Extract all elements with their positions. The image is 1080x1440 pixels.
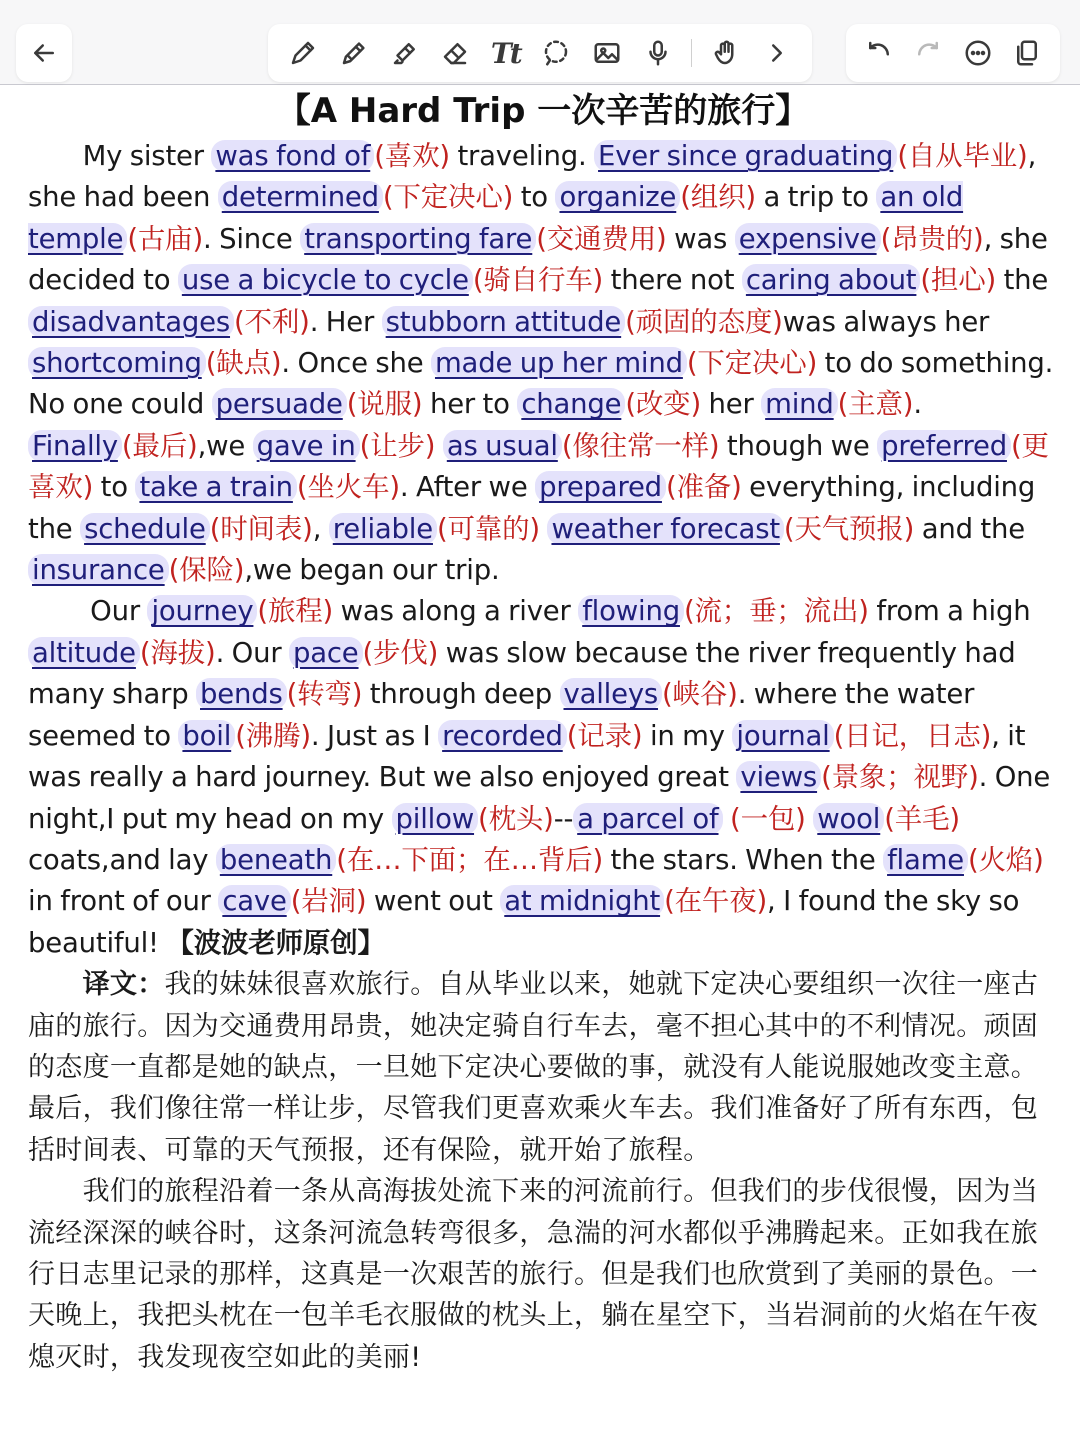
highlighted-phrase[interactable]: mind (761, 388, 838, 420)
body-text: everything, including the (28, 471, 1036, 545)
highlighted-phrase[interactable]: change (517, 388, 625, 420)
highlighted-phrase[interactable]: caring about (742, 264, 921, 296)
body-text: a trip to (755, 181, 877, 214)
chinese-annotation: (组织) (680, 181, 756, 214)
body-text: in my (642, 719, 733, 752)
translation-paragraph-2 (28, 1171, 1058, 1378)
highlighted-phrase[interactable]: prepared (535, 471, 666, 503)
highlighted-phrase[interactable]: reliable (329, 513, 437, 545)
chinese-annotation: (枕头) (478, 802, 554, 835)
highlighted-phrase[interactable]: cave (218, 885, 290, 917)
chinese-annotation: (昂贵的) (880, 222, 984, 255)
pages-icon[interactable] (1010, 36, 1044, 70)
body-text: . One night,I put my head on my (28, 761, 1051, 835)
highlighted-phrase[interactable]: wool (813, 803, 884, 835)
body-text: , she decided to (28, 222, 1048, 297)
eraser-icon[interactable] (438, 36, 472, 70)
highlighted-phrase[interactable]: stubborn attitude (382, 306, 626, 338)
highlighted-phrase[interactable]: insurance (28, 554, 169, 586)
chinese-annotation: (步伐) (362, 636, 439, 669)
body-text: . Once she (281, 347, 431, 380)
chinese-annotation: (自从毕业) (897, 140, 1028, 172)
more-icon[interactable] (961, 36, 995, 70)
body-text: Our (28, 595, 148, 628)
body-text: was slow because the river frequently had many sharp (28, 636, 1016, 711)
top-toolbar (0, 0, 1080, 85)
microphone-icon[interactable] (641, 36, 675, 70)
chinese-annotation: (古庙) (127, 222, 203, 255)
body-text: My sister (28, 140, 212, 172)
chinese-annotation: (峡谷) (662, 678, 738, 711)
redo-icon[interactable] (911, 36, 945, 70)
chinese-annotation: (缺点) (205, 347, 282, 380)
chinese-annotation: (可靠的) (436, 512, 540, 545)
chinese-annotation: (保险) (168, 554, 245, 587)
chinese-annotation: (沸腾) (235, 719, 311, 752)
body-text: though we (719, 429, 878, 462)
body-text: was along a river (333, 595, 579, 628)
highlighted-phrase[interactable]: an old temple (28, 181, 964, 255)
chinese-annotation: (转弯) (286, 678, 363, 711)
body-text: from a high (868, 595, 1031, 628)
body-text: coats,and lay (28, 843, 216, 876)
highlighted-phrase[interactable]: bends (196, 678, 287, 710)
chinese-annotation: (准备) (665, 471, 742, 504)
chinese-annotation: (喜欢) (374, 140, 450, 172)
chinese-annotation: (日记，日志) (833, 719, 992, 752)
english-paragraph-1 (28, 136, 1058, 591)
chinese-annotation: (旅程) (257, 595, 334, 628)
highlighted-phrase[interactable]: use a bicycle to cycle (178, 264, 473, 296)
document-page[interactable] (28, 88, 1058, 1378)
chinese-annotation: (主意) (837, 388, 914, 421)
chinese-annotation: (海拔) (139, 636, 216, 669)
lasso-icon[interactable] (539, 36, 573, 70)
english-paragraph-2 (28, 591, 1058, 964)
arrow-left-icon (27, 36, 61, 70)
highlighted-phrase[interactable]: preferred (877, 430, 1011, 462)
source-credit: 【波波老师原创】 (166, 926, 385, 959)
body-text: . Just as I (310, 719, 439, 752)
highlighter-icon[interactable] (388, 36, 422, 70)
highlighted-phrase[interactable]: persuade (212, 388, 347, 420)
highlighted-phrase[interactable]: transporting fare (300, 223, 536, 255)
body-text: was (666, 222, 735, 255)
highlighted-phrase[interactable]: made up her mind (431, 347, 687, 379)
body-text: was always her (782, 305, 990, 338)
body-text: the stars. When the (603, 843, 884, 876)
document-title: 【A Hard Trip 一次辛苦的旅行】 (276, 91, 810, 131)
highlighted-phrase[interactable]: pillow (392, 803, 479, 835)
chinese-annotation: (一包) (722, 802, 806, 835)
chinese-annotation: (交通费用) (536, 222, 667, 255)
body-text: and the (914, 512, 1025, 545)
body-text: , she had been (28, 140, 1037, 214)
chinese-annotation: (更喜欢) (28, 429, 1049, 504)
chinese-annotation: (时间表) (209, 512, 313, 545)
history-tools (846, 24, 1060, 82)
highlighted-phrase[interactable]: flame (883, 844, 968, 876)
body-text: ,we (197, 429, 253, 462)
chinese-annotation: (最后) (121, 429, 198, 462)
chinese-annotation: (像往常一样) (561, 429, 720, 462)
body-text: in front of our (28, 885, 219, 918)
highlighted-phrase[interactable]: determined (218, 181, 383, 213)
body-text (435, 430, 443, 462)
image-icon[interactable] (590, 36, 624, 70)
body-text: went out (366, 885, 501, 918)
highlighted-phrase[interactable]: at midnight (500, 885, 664, 917)
translation-text-2: 我们的旅程沿着一条从高海拔处流下来的河流前行。但我们的步伐很慢，因为当流经深深的峡谷时，这条河流急转弯很多，急湍的河水都似乎沸腾起来。正如我在旅行日志里记录的那样，这真是一次艰苦的旅行。但是我们也欣赏到了美丽的景色。一天晚上，我把头枕在一包羊毛衣服做的枕头上，躺在星空下，当岩洞前的火焰在午夜熄灭时，我发现夜空如此的美丽! (28, 1176, 1039, 1373)
highlighted-phrase[interactable]: as usual (443, 430, 562, 462)
body-text: -- (553, 802, 574, 835)
toolbar-divider (691, 39, 692, 67)
translation-paragraph-1 (28, 964, 1058, 1171)
undo-icon[interactable] (862, 36, 896, 70)
chinese-annotation: (在午夜) (664, 885, 768, 918)
highlighted-phrase[interactable]: was fond of (211, 140, 374, 172)
pencil-icon[interactable] (337, 36, 371, 70)
text-icon[interactable]: Tt (490, 36, 521, 70)
highlighted-phrase[interactable]: Finally (28, 430, 122, 462)
highlighted-phrase[interactable]: schedule (80, 513, 210, 545)
highlighted-phrase[interactable]: beneath (216, 844, 336, 876)
highlighted-phrase[interactable]: weather forecast (547, 513, 783, 545)
highlighted-phrase[interactable]: shortcoming (28, 347, 206, 379)
chinese-annotation: (坐火车) (296, 471, 400, 504)
chinese-annotation: (改变) (625, 388, 701, 421)
body-text: to (513, 181, 556, 214)
body-text: there not (603, 264, 742, 297)
chinese-annotation: (担心) (920, 264, 997, 297)
body-text: . Since (202, 222, 301, 255)
chinese-annotation: (下定决心) (686, 347, 818, 380)
chinese-annotation: (在…下面；在…背后) (336, 843, 603, 876)
body-text: . Her (309, 305, 382, 338)
highlighted-phrase[interactable]: pace (289, 637, 363, 669)
body-text: . where the water seemed to (28, 678, 975, 752)
chinese-annotation: (记录) (566, 719, 643, 752)
body-text: , it was really a hard journey. But we also enjoyed great (28, 719, 1026, 794)
chinese-annotation: (流；垂；流出) (683, 595, 869, 628)
chinese-annotation: (羊毛) (884, 802, 960, 835)
body-text: to do something. No one could (28, 347, 1054, 421)
chinese-annotation: (火焰) (967, 843, 1044, 876)
chinese-annotation: (天气预报) (783, 512, 915, 545)
chinese-annotation: (不利) (234, 305, 310, 338)
body-text: . (913, 388, 922, 421)
back-button[interactable] (16, 24, 72, 82)
chinese-annotation: (让步) (359, 429, 436, 462)
chinese-annotation: (岩洞) (290, 885, 367, 918)
highlighted-phrase[interactable]: take a train (135, 471, 296, 503)
body-text: the (996, 264, 1049, 297)
highlighted-phrase[interactable]: journal (732, 720, 833, 752)
body-text: through deep (362, 678, 560, 711)
pen-icon[interactable] (286, 36, 320, 70)
body-text: , (312, 512, 329, 545)
chevron-right-icon[interactable] (760, 36, 794, 70)
gesture-icon[interactable] (709, 36, 743, 70)
chinese-annotation: (顽固的态度) (625, 305, 783, 338)
translation-text-1: 我的妹妹很喜欢旅行。自从毕业以来，她就下定决心要组织一次往一座古庙的旅行。因为交通费用昂贵，她决定骑自行车去，毫不担心其中的不利情况。顽固的态度一直都是她的缺点，一旦她下定决心要做的事，就没有人能说服她改变主意。最后，我们像往常一样让步，尽管我们更喜欢乘火车去。我们准备好了所有东西，包括时间表、可靠的天气预报，还有保险，就开始了旅程。 (28, 969, 1039, 1166)
highlighted-phrase[interactable]: Ever since graduating (594, 140, 897, 172)
highlighted-phrase[interactable]: gave in (253, 430, 360, 462)
highlighted-phrase[interactable]: disadvantages (28, 306, 234, 338)
body-text: ,we began our trip. (244, 554, 500, 587)
highlighted-phrase[interactable]: organize (555, 181, 680, 213)
chinese-annotation: (景象；视野) (821, 761, 979, 794)
highlighted-phrase[interactable]: views (736, 761, 821, 793)
body-text: her to (422, 388, 518, 421)
highlighted-phrase[interactable]: flowing (578, 595, 684, 627)
body-text: . After we (399, 471, 536, 504)
highlighted-phrase[interactable]: journey (147, 595, 257, 627)
body-text: . Our (215, 636, 289, 669)
highlighted-phrase[interactable]: valleys (560, 678, 663, 710)
chinese-annotation: (下定决心) (382, 181, 514, 214)
translation-label: 译文： (82, 969, 165, 1001)
highlighted-phrase[interactable]: recorded (438, 720, 567, 752)
chinese-annotation: (骑自行车) (472, 264, 604, 297)
highlighted-phrase[interactable]: boil (178, 720, 235, 752)
body-text: traveling. (449, 140, 595, 172)
body-text: to (93, 471, 136, 504)
highlighted-phrase[interactable]: a parcel of (573, 803, 722, 835)
body-text: her (701, 388, 762, 421)
body-text: , I found the sky so beautiful! (28, 885, 1020, 959)
highlighted-phrase[interactable]: altitude (28, 637, 140, 669)
chinese-annotation: (说服) (346, 388, 423, 421)
drawing-tools (268, 24, 812, 82)
highlighted-phrase[interactable]: expensive (735, 223, 881, 255)
